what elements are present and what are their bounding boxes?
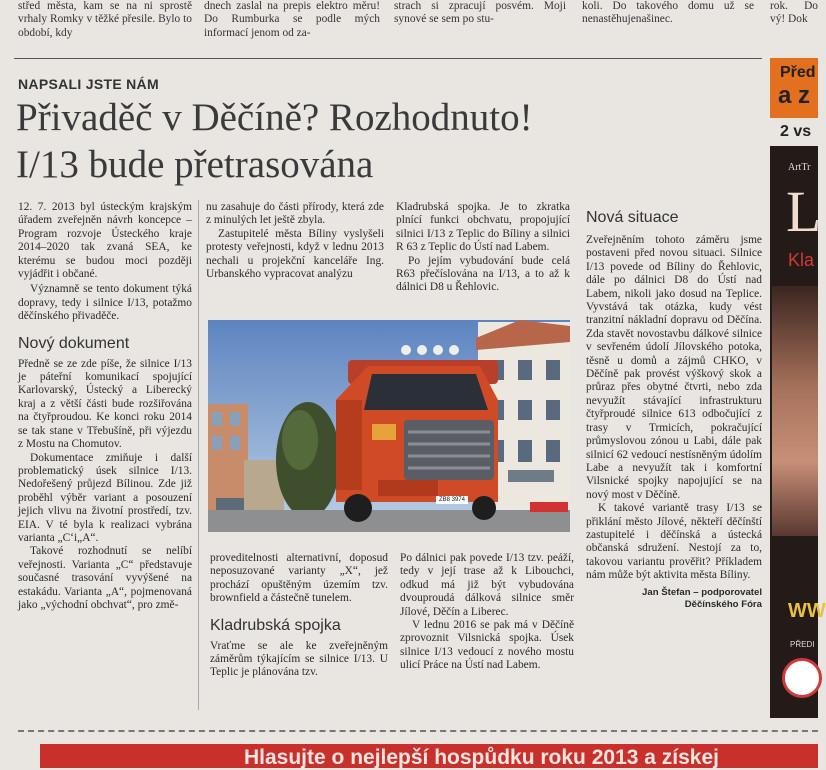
paragraph: Po jejím vybudování bude celá R63 přečíslována na I/13, a to až k dálnici D8 u Řehlovic.: [396, 254, 570, 294]
top-fragment-col3: strach si zpracují posvém. Moji synové se sem po stu-: [394, 0, 566, 26]
sidebar-pred2: PŘEDI: [790, 640, 815, 649]
column-1: [18, 201, 192, 612]
subheading-nova-situace: Nová situace: [586, 209, 679, 226]
top-fragment-col1: střed města, kam se na ni sprostě vrhaly Romky v těžké přesile. Bylo to období, kdy: [18, 0, 192, 39]
paragraph: 12. 7. 2013 byl ústeckým krajským úřadem zveřejněn návrh koncepce – Program rozvoje Ústeckého kraje 2014–2020 tak zvaná SEA, ke kterému se budou moci později vyjádřit i občané.: [18, 201, 192, 281]
headline-line-2: I/13 bude přetrasována: [16, 143, 374, 186]
truck-photo-image: [208, 320, 570, 532]
column-3-top: [396, 201, 570, 295]
column-divider: [198, 200, 199, 710]
sidebar-dark-panel: [770, 146, 826, 718]
paragraph: Předně se ze zde píše, že silnice I/13 je páteřní komunikací spojující Karlovarský, Ústecký a Liberecký kraj a z větší části bude rozšiřována na čtyřproudou. Ke konci roku 2014 se tak stane v Třebušíně, při výjezdu z Mostu na Chomutov.: [18, 357, 192, 451]
sidebar-two-label: 2 vs: [780, 123, 812, 140]
top-fragment-col4: koli. Do takového domu už se nenastěhujenašinec.: [582, 0, 754, 26]
section-label: NAPSALI JSTE NÁM: [18, 76, 159, 92]
paragraph: Takové rozhodnutí se nelíbí veřejnosti. Varianta „C“ představuje současné trasování vyvýšené na estakádu. Varianta „A“, pojmenovaná jako „východní obchvat“, pro změ-: [18, 545, 192, 611]
headline-line-1: Přivaděč v Děčíně? Rozhodnuto!: [16, 96, 533, 139]
top-fragment-col2: dnech zaslal na prepis elektro měru! Do Rumburka se podle mých informací jenom od za-: [204, 0, 380, 39]
bottom-dashed-rule: [18, 730, 818, 732]
top-fragment-col5: rok. Do vý! Dok: [770, 0, 818, 26]
sidebar-az: a z: [778, 82, 811, 109]
paragraph: K takové variantě trasy I/13 se přiklání město Jílové, někteří děčínští zastupitelé i děčínská a ústecká občanská sdružení. Nestojí za to, takovou variantu prověřit? Příkladem nám může být aktivita města Bíliny.: [586, 502, 762, 582]
paragraph: nu zasahuje do části přírody, která zde z minulých let ještě zbyla.: [206, 201, 384, 227]
sidebar-logo-seal: [782, 658, 822, 698]
subheading-kladrubska-spojka: Kladrubská spojka: [210, 616, 341, 634]
paragraph: Významně se tento dokument týká dopravy, tedy i silnice I/13, potažmo děčínského přivaděče.: [18, 283, 192, 323]
sidebar-ad: [770, 58, 826, 718]
truck-photo: [208, 320, 570, 532]
top-rule: [14, 58, 762, 59]
author-signature: Jan Štefan – podporovatel Děčínského Fóra: [642, 586, 762, 610]
column-2-top: [206, 201, 384, 281]
sidebar-pred: Před: [780, 64, 816, 81]
sidebar-brand: ArtTr: [788, 162, 811, 173]
paragraph: Kladrubská spojka. Je to zkratka plnící funkci obchvatu, propojující silnici I/13 z Teplic do Bíliny a silnici R 63 z Teplic do Ústí nad Labem.: [396, 201, 570, 254]
paragraph: Po dálnici pak povede I/13 tzv. peáží, tedy v její trase až k Libouchci, odkud má již být vybudována dvouproudá dálková silnice směr Jílové, Děčín a Liberec.: [400, 552, 574, 618]
paragraph: Dokumentace zmiňuje i další problematický úsek silnice I/13. Nedořešený průjezd Bílinou. Zde již proběhl výběr variant a posouzení jejich vlivu na životní prostředí, tzv. EIA. V té byla k realizaci vybrána varianta „C‘i„A“.: [18, 451, 192, 544]
bottom-banner: [40, 744, 818, 768]
bottom-banner-text: Hlasujte o nejlepší hospůdku roku 2013 a získej: [244, 746, 719, 769]
sidebar-kla: Kla: [788, 250, 815, 270]
column-4: [586, 208, 762, 611]
license-plate: ZB8 3974: [438, 497, 466, 503]
subheading-novy-dokument: Nový dokument: [18, 334, 130, 352]
column-3-bottom: [400, 552, 574, 673]
paragraph: proveditelnosti alternativní, doposud neposuzované varianty „X“, jež prochází opuštěným územím tzv. brownfield a částečně tunelem.: [210, 552, 388, 605]
paragraph: Vraťme se ale ke zveřejněným záměrům týkajícím se silnice I/13. U Teplic je plánována tzv.: [210, 639, 388, 679]
paragraph: Zastupitelé města Bíliny vyslyšeli protesty veřejnosti, když v lednu 2013 nechali u projekční kanceláře Ing. Urbanského vypracovat analýzu: [206, 227, 384, 281]
column-2-bottom: [210, 552, 388, 680]
sidebar-big-letter: L: [786, 179, 822, 244]
paragraph: Zveřejněním tohoto záměru jsme postaveni před novou situaci. Silnice I/13 povede od Bíliny do Řehlovic, dále po dálnici D8 do Ústí nad Labem, nikoli jako dosud na Teplice. Vyvstává tak otázka, kudy vést tranzitní nákladní dopravu od Děčína. Zda stavět novostavbu dálkové silnice v sevřeném údolí Jílovského potoka, těsně u domů a zájmů CHKO, v Děčíně pak provést výškový skok a průraz přes obytné čtvrti, nebo zda nevyužít stávající infrastrukturu čtyřproudé silnice 613 odbočující z trasy v Trmicích, pokračující průmyslovou zónou u Labi, dále pak silnicí 62 vedoucí nestísněným údolím Labe a nevyužít tak i komfortní Vilsnické spojky napojující se na nový most v Děčíně.: [586, 234, 762, 501]
sidebar-face-photo: [772, 286, 818, 536]
sidebar-www: WW: [788, 600, 826, 622]
sidebar-two: [770, 118, 818, 146]
paragraph: V lednu 2016 se pak má v Děčíně zprovoznit Vilsnická spojka. Úsek silnice I/13 vedoucí z nového mostu ulicí Práce na Ústí nad Labem.: [400, 619, 574, 672]
